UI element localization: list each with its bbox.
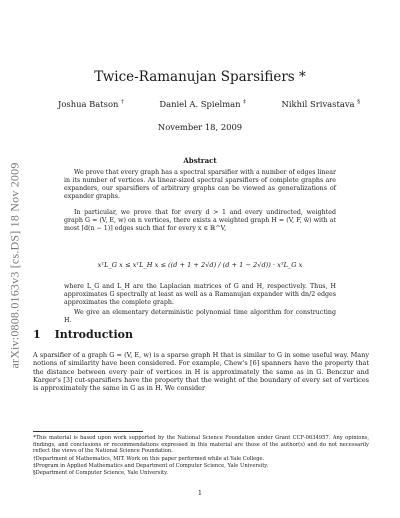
section-title: Introduction <box>54 328 133 341</box>
footnote: *This material is based upon work supported by the National Science Foundation under Grant CCF-0634957. Any opinions, findings, and conclusions or recommendations expressed in this material are those of the author(s) and do not necessarily reflect the views of the National Science Foundation. <box>33 435 369 455</box>
abstract-heading: Abstract <box>183 156 217 165</box>
abstract-paragraph: where L_G and L_H are the Laplacian matrices of G and H, respectively. Thus, H approximates G spectrally at least as well as a Ramanujan expander with dn/2 edges approximates the complete graph. <box>64 283 336 306</box>
footnote: †Department of Mathematics, MIT. Work on this paper performed while at Yale College. <box>33 456 265 462</box>
author: Nikhil Srivastava § <box>281 99 360 109</box>
page-number: 1 <box>197 489 203 497</box>
abstract-paragraph: We prove that every graph has a spectral sparsifier with a number of edges linear in its number of vertices. As linear-sized spectral sparsifiers of complete graphs are expanders, our sparsifiers of arbitrary graphs can be viewed as generalizations of expander graphs. <box>64 169 337 200</box>
author: Joshua Batson † <box>58 99 124 109</box>
footnote-rule <box>33 431 143 432</box>
author: Daniel A. Spielman ‡ <box>159 99 246 109</box>
section-heading <box>33 328 133 341</box>
arxiv-id: arXiv:0808.0163v3 [cs.DS] 18 Nov 2009 <box>7 161 22 369</box>
paper-date: November 18, 2009 <box>157 122 243 132</box>
main-inequality: xᵀL_G x ≤ xᵀL_H x ≤ ((d + 1 + 2√d) / (d + 1 − 2√d)) · xᵀL_G x <box>97 261 303 269</box>
footnote: §Department of Computer Science, Yale University. <box>33 470 168 476</box>
author-list <box>58 99 360 109</box>
footnote: ‡Program in Applied Mathematics and Department of Computer Science, Yale University. <box>33 463 269 469</box>
paper-title: Twice-Ramanujan Sparsifiers * <box>94 69 306 85</box>
body-paragraph: A sparsifier of a graph G = (V, E, w) is a sparse graph H that is similar to G in some useful way. Many notions of similarity have been considered. For example, Chew's [6] spanners have the property that the distance between every pair of vertices in H is approximately the same as in G. Benczur and Karger's [3] cut-sparsifiers have the property that the weight of the boundary of every set of vertices is approximately the same in G as in H. We consider <box>33 351 369 393</box>
abstract-paragraph: In particular, we prove that for every d > 1 and every undirected, weighted graph G = (V, E, w) on n vertices, there exists a weighted graph H = (V, F, w̃) with at most ⌈d(n − 1)⌉ edges such that for every x ∈ ℝ^V, <box>64 209 336 232</box>
abstract-paragraph: We give an elementary deterministic polynomial time algorithm for constructing H. <box>64 309 336 324</box>
section-number: 1 <box>33 328 41 341</box>
